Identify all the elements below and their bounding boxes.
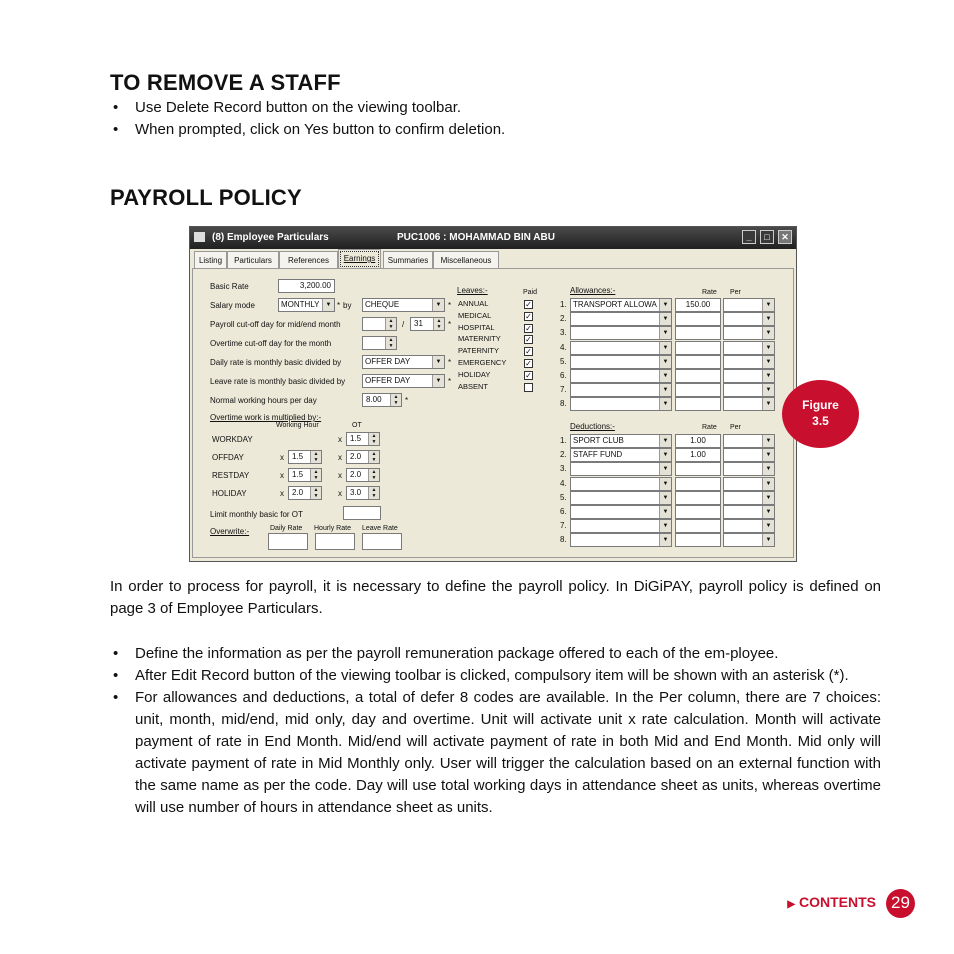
ot-cutoff-field[interactable] [362, 336, 397, 350]
chevron-down-icon: ▼ [659, 299, 671, 311]
close-icon[interactable]: ✕ [778, 230, 792, 244]
spinner-icon[interactable]: ▲ ▼ [310, 487, 321, 499]
maximize-icon[interactable]: □ [760, 230, 774, 244]
per-header: Per [730, 289, 741, 296]
x-mark: x [280, 471, 284, 480]
chevron-down-icon: ▼ [762, 534, 774, 546]
chevron-down-icon: ▼ [659, 398, 671, 410]
code-select[interactable] [570, 519, 672, 533]
code-select[interactable] [570, 533, 672, 547]
restday-ot-field[interactable]: 2.0 ▲ ▼ [346, 468, 380, 482]
daily-rate-overwrite[interactable] [268, 533, 308, 550]
chevron-down-icon: ▼ [762, 299, 774, 311]
row-number: 2. [560, 314, 567, 324]
per-select[interactable] [723, 312, 775, 326]
code-select[interactable] [570, 369, 672, 383]
code-select[interactable] [570, 397, 672, 411]
chevron-down-icon: ▼ [762, 492, 774, 504]
tab-earnings[interactable]: Earnings [338, 249, 381, 269]
daily-rate-select[interactable]: OFFER DAY ▼ [362, 355, 445, 369]
rate-field[interactable] [675, 462, 721, 476]
by-label: by [343, 301, 352, 310]
app-icon [194, 232, 205, 242]
chevron-down-icon: ▼ [659, 534, 671, 546]
paid-checkbox[interactable]: ✓ [525, 323, 532, 333]
window-record-title: PUC1006 : MOHAMMAD BIN ABU [397, 232, 555, 243]
chevron-down-icon: ▼ [762, 506, 774, 518]
code-select[interactable] [570, 312, 672, 326]
row-number: 1. [560, 300, 567, 309]
chevron-down-icon: ▼ [659, 370, 671, 382]
overwrite-col-header: Leave Rate [362, 525, 398, 532]
chevron-down-icon: ▼ [762, 478, 774, 490]
chevron-down-icon: ▼ [659, 327, 671, 339]
chevron-down-icon: ▼ [322, 299, 334, 311]
code-select[interactable] [570, 383, 672, 397]
chevron-down-icon: ▼ [659, 342, 671, 354]
per-select[interactable] [723, 397, 775, 411]
page-number: 29 [886, 889, 915, 918]
basic-rate-label: Basic Rate [210, 282, 249, 291]
leave-name: HOLIDAY [458, 369, 491, 379]
per-select[interactable] [723, 326, 775, 340]
code-select[interactable]: STAFF FUND ▼ [570, 448, 672, 462]
row-number: 7. [560, 385, 567, 395]
rate-field[interactable] [675, 397, 721, 411]
paid-checkbox[interactable]: ✓ [525, 359, 532, 368]
chevron-down-icon: ▼ [762, 463, 774, 475]
chevron-down-icon: ▼ [762, 384, 774, 396]
per-select[interactable] [723, 505, 775, 519]
per-select[interactable] [723, 434, 775, 448]
rate-field[interactable] [675, 369, 721, 383]
normal-hours-field[interactable]: 8.00 ▲ ▼ [362, 393, 402, 407]
list-item: • Use Delete Record button on the viewing toolbar. [113, 99, 462, 116]
triangle-right-icon: ▶ [787, 899, 796, 910]
per-select[interactable] [723, 462, 775, 476]
tab-summaries[interactable]: Summaries [383, 251, 433, 269]
basic-rate-field[interactable]: 3,200.00 [278, 279, 335, 293]
x-mark: x [280, 489, 284, 498]
rate-header: Rate [702, 424, 717, 431]
tab-references[interactable]: References [279, 251, 338, 269]
row-number: 3. [560, 328, 567, 338]
leave-rate-overwrite[interactable] [362, 533, 402, 550]
per-select[interactable] [723, 491, 775, 505]
paid-checkbox[interactable] [524, 383, 533, 392]
code-select[interactable] [570, 505, 672, 519]
heading-remove-staff: TO REMOVE A STAFF [110, 70, 341, 95]
intro-paragraph: In order to process for payroll, it is necessary to define the payroll policy. In DiGiPAY, payroll policy is defined on page 3 of Employee Particulars. [110, 578, 881, 617]
chevron-down-icon: ▼ [659, 449, 671, 461]
deductions-label: Deductions:- [570, 422, 615, 431]
pay-by-select[interactable]: CHEQUE ▼ [362, 298, 445, 312]
rate-field[interactable] [675, 326, 721, 340]
spinner-icon[interactable]: ▲ ▼ [385, 337, 396, 349]
rate-field[interactable] [675, 355, 721, 369]
ot-day-label: RESTDAY [212, 471, 250, 480]
row-number: 6. [560, 371, 567, 380]
row-number: 7. [560, 521, 567, 531]
list-item: • Define the information as per the payroll remuneration package offered to each of the em-ployee. [113, 645, 779, 662]
leave-name: EMERGENCY [458, 358, 507, 367]
ot-day-label: OFFDAY [212, 453, 244, 462]
leave-name: MEDICAL [458, 310, 492, 320]
code-select[interactable]: TRANSPORT ALLOWA ▼ [570, 298, 672, 312]
cutoff-label: Payroll cut-off day for mid/end month [210, 320, 341, 329]
chevron-down-icon: ▼ [659, 478, 671, 490]
spinner-icon[interactable]: ▲ ▼ [390, 394, 401, 406]
chevron-down-icon: ▼ [762, 449, 774, 461]
salary-mode-select[interactable]: MONTHLY ▼ [278, 298, 335, 312]
leave-name: PATERNITY [458, 346, 499, 356]
x-mark: x [280, 453, 284, 462]
workday-ot-field[interactable]: 1.5 ▲ ▼ [346, 432, 380, 446]
per-select[interactable] [723, 383, 775, 397]
asterisk: * [448, 320, 452, 329]
per-select[interactable] [723, 355, 775, 369]
spinner-icon[interactable]: ▲ ▼ [310, 469, 321, 481]
figure-number: 3.5 [812, 414, 829, 428]
ot-header: OT [352, 422, 362, 429]
code-select[interactable]: SPORT CLUB ▼ [570, 434, 672, 448]
hourly-rate-overwrite[interactable] [315, 533, 355, 550]
code-select[interactable] [570, 477, 672, 491]
chevron-down-icon: ▼ [762, 520, 774, 532]
chevron-down-icon: ▼ [659, 356, 671, 368]
code-select[interactable] [570, 326, 672, 340]
chevron-down-icon: ▼ [659, 384, 671, 396]
asterisk: * [448, 301, 452, 310]
chevron-down-icon: ▼ [762, 398, 774, 410]
chevron-down-icon: ▼ [659, 506, 671, 518]
row-number: 6. [560, 507, 567, 516]
limit-ot-field[interactable] [343, 506, 381, 520]
per-select[interactable] [723, 533, 775, 547]
leave-rate-select[interactable]: OFFER DAY ▼ [362, 374, 445, 388]
chevron-down-icon: ▼ [762, 327, 774, 339]
rate-field[interactable] [675, 477, 721, 491]
x-mark: x [338, 471, 342, 480]
spinner-icon[interactable]: ▲ ▼ [433, 318, 444, 330]
rate-field[interactable] [675, 341, 721, 355]
salary-mode-label: Salary mode [210, 301, 255, 310]
allowances-label: Allowances:- [570, 286, 616, 295]
leave-name: ANNUAL [458, 299, 489, 308]
row-number: 5. [560, 356, 567, 366]
row-number: 8. [560, 535, 567, 545]
overwrite-col-header: Daily Rate [270, 525, 303, 532]
rate-field[interactable] [675, 491, 721, 505]
rate-header: Rate [702, 289, 717, 296]
asterisk: * [337, 301, 341, 310]
chevron-down-icon: ▼ [762, 370, 774, 382]
per-select[interactable] [723, 448, 775, 462]
contents-link[interactable]: ▶ CONTENTS [787, 894, 876, 910]
per-select[interactable] [723, 298, 775, 312]
row-number: 2. [560, 450, 567, 460]
employee-particulars-window [189, 226, 797, 562]
normal-hours-label: Normal working hours per day [210, 396, 317, 405]
chevron-down-icon: ▼ [659, 463, 671, 475]
cutoff-mid-field[interactable] [362, 317, 397, 331]
per-header: Per [730, 424, 741, 431]
rate-field[interactable] [675, 505, 721, 519]
row-number: 3. [560, 464, 567, 474]
ot-multiplied-label: Overtime work is multiplied by:- [210, 413, 322, 422]
chevron-down-icon: ▼ [659, 520, 671, 532]
chevron-down-icon: ▼ [659, 313, 671, 325]
rate-field[interactable]: 150.00 [675, 298, 721, 312]
code-select[interactable] [570, 355, 672, 369]
spinner-icon[interactable]: ▲ ▼ [368, 451, 379, 463]
chevron-down-icon: ▼ [659, 435, 671, 447]
rate-field[interactable] [675, 312, 721, 326]
row-number: 5. [560, 492, 567, 502]
overwrite-label: Overwrite:- [210, 527, 250, 536]
rate-field[interactable] [675, 533, 721, 547]
spinner-icon[interactable]: ▲ ▼ [368, 433, 379, 445]
spinner-icon[interactable]: ▲ ▼ [310, 451, 321, 463]
cutoff-end-field[interactable]: 31 ▲ ▼ [410, 317, 445, 331]
figure-badge [782, 380, 859, 448]
per-select[interactable] [723, 477, 775, 491]
leave-rate-label: Leave rate is monthly basic divided by [210, 377, 346, 386]
chevron-down-icon: ▼ [659, 492, 671, 504]
paid-checkbox[interactable]: ✓ [525, 335, 532, 345]
asterisk: * [448, 358, 452, 367]
holiday-ot-field[interactable]: 3.0 ▲ ▼ [346, 486, 380, 500]
slash: / [402, 320, 405, 329]
restday-wh-field[interactable]: 1.5 ▲ ▼ [288, 468, 322, 482]
spinner-icon[interactable]: ▲ ▼ [385, 318, 396, 330]
code-select[interactable] [570, 462, 672, 476]
per-select[interactable] [723, 519, 775, 533]
row-number: 1. [560, 436, 567, 445]
working-hour-header: Working Hour [276, 422, 319, 429]
tab-miscellaneous[interactable]: Miscellaneous [433, 251, 499, 269]
x-mark: x [338, 489, 342, 498]
spinner-icon[interactable]: ▲ ▼ [368, 487, 379, 499]
ot-day-label: HOLIDAY [212, 489, 247, 498]
paid-checkbox[interactable]: ✓ [525, 347, 532, 357]
paid-checkbox[interactable]: ✓ [525, 370, 532, 380]
per-select[interactable] [723, 369, 775, 383]
policy-bullets [110, 643, 881, 819]
row-number: 8. [560, 399, 567, 409]
leave-name: MATERNITY [458, 334, 501, 344]
chevron-down-icon: ▼ [762, 435, 774, 447]
daily-rate-label: Daily rate is monthly basic divided by [210, 358, 342, 367]
rate-field[interactable]: 1.00 [675, 434, 721, 448]
chevron-down-icon: ▼ [762, 313, 774, 325]
chevron-down-icon: ▼ [432, 375, 444, 387]
paid-header: Paid [523, 289, 538, 296]
paid-checkbox[interactable]: ✓ [525, 311, 532, 321]
code-select[interactable] [570, 491, 672, 505]
heading-payroll-policy: PAYROLL POLICY [110, 185, 302, 210]
offday-wh-field[interactable]: 1.5 ▲ ▼ [288, 450, 322, 464]
window-titlebar [190, 227, 796, 249]
row-number: 4. [560, 478, 567, 488]
x-mark: x [338, 435, 342, 444]
remove-staff-bullets [110, 97, 890, 141]
list-item: • After Edit Record button of the viewing toolbar is clicked, compulsory item will be shown with an asterisk (*). [113, 667, 849, 684]
overwrite-col-header: Hourly Rate [314, 525, 351, 532]
code-select[interactable] [570, 341, 672, 355]
chevron-down-icon: ▼ [762, 342, 774, 354]
chevron-down-icon: ▼ [432, 299, 444, 311]
list-item: • When prompted, click on Yes button to confirm deletion. [113, 121, 506, 138]
window-title: (8) Employee Particulars [212, 232, 329, 243]
per-select[interactable] [723, 341, 775, 355]
list-item: • For allowances and deductions, a total of defer 8 codes are available. In the Per column, there are 7 choices: unit, month, mid/end, mid only, day and overtime. Unit will activate unit x rate calculation. Month will activate payment of rate in End Month. Mid/end will activate payment of rate in both Mid and End Month. Mid only will activate payment of rate in Mid Monthly only. User will trigger the calculation based on an external function with the same name as per the code. Day will use total working days in attendance sheet as units, whereas overtime will use number of hours in attendance sheet as units. [113, 689, 881, 816]
x-mark: x [338, 453, 342, 462]
tab-particulars[interactable]: Particulars [227, 251, 279, 269]
ot-cutoff-label: Overtime cut-off day for the month [210, 339, 332, 348]
rate-field[interactable] [675, 383, 721, 397]
leave-name: HOSPITAL [458, 322, 495, 332]
row-number: 4. [560, 342, 567, 352]
rate-field[interactable]: 1.00 [675, 448, 721, 462]
rate-field[interactable] [675, 519, 721, 533]
limit-ot-label: Limit monthly basic for OT [210, 510, 303, 519]
figure-label: Figure [802, 398, 839, 412]
ot-day-label: WORKDAY [212, 435, 253, 444]
tab-listing[interactable]: Listing [194, 251, 227, 269]
offday-ot-field[interactable]: 2.0 ▲ ▼ [346, 450, 380, 464]
chevron-down-icon: ▼ [432, 356, 444, 368]
minimize-icon[interactable]: _ [742, 230, 756, 244]
leaves-label: Leaves:- [457, 286, 488, 295]
asterisk: * [448, 377, 452, 386]
holiday-wh-field[interactable]: 2.0 ▲ ▼ [288, 486, 322, 500]
leave-name: ABSENT [458, 381, 489, 391]
spinner-icon[interactable]: ▲ ▼ [368, 469, 379, 481]
paid-checkbox[interactable]: ✓ [525, 300, 532, 309]
chevron-down-icon: ▼ [762, 356, 774, 368]
asterisk: * [405, 396, 409, 405]
